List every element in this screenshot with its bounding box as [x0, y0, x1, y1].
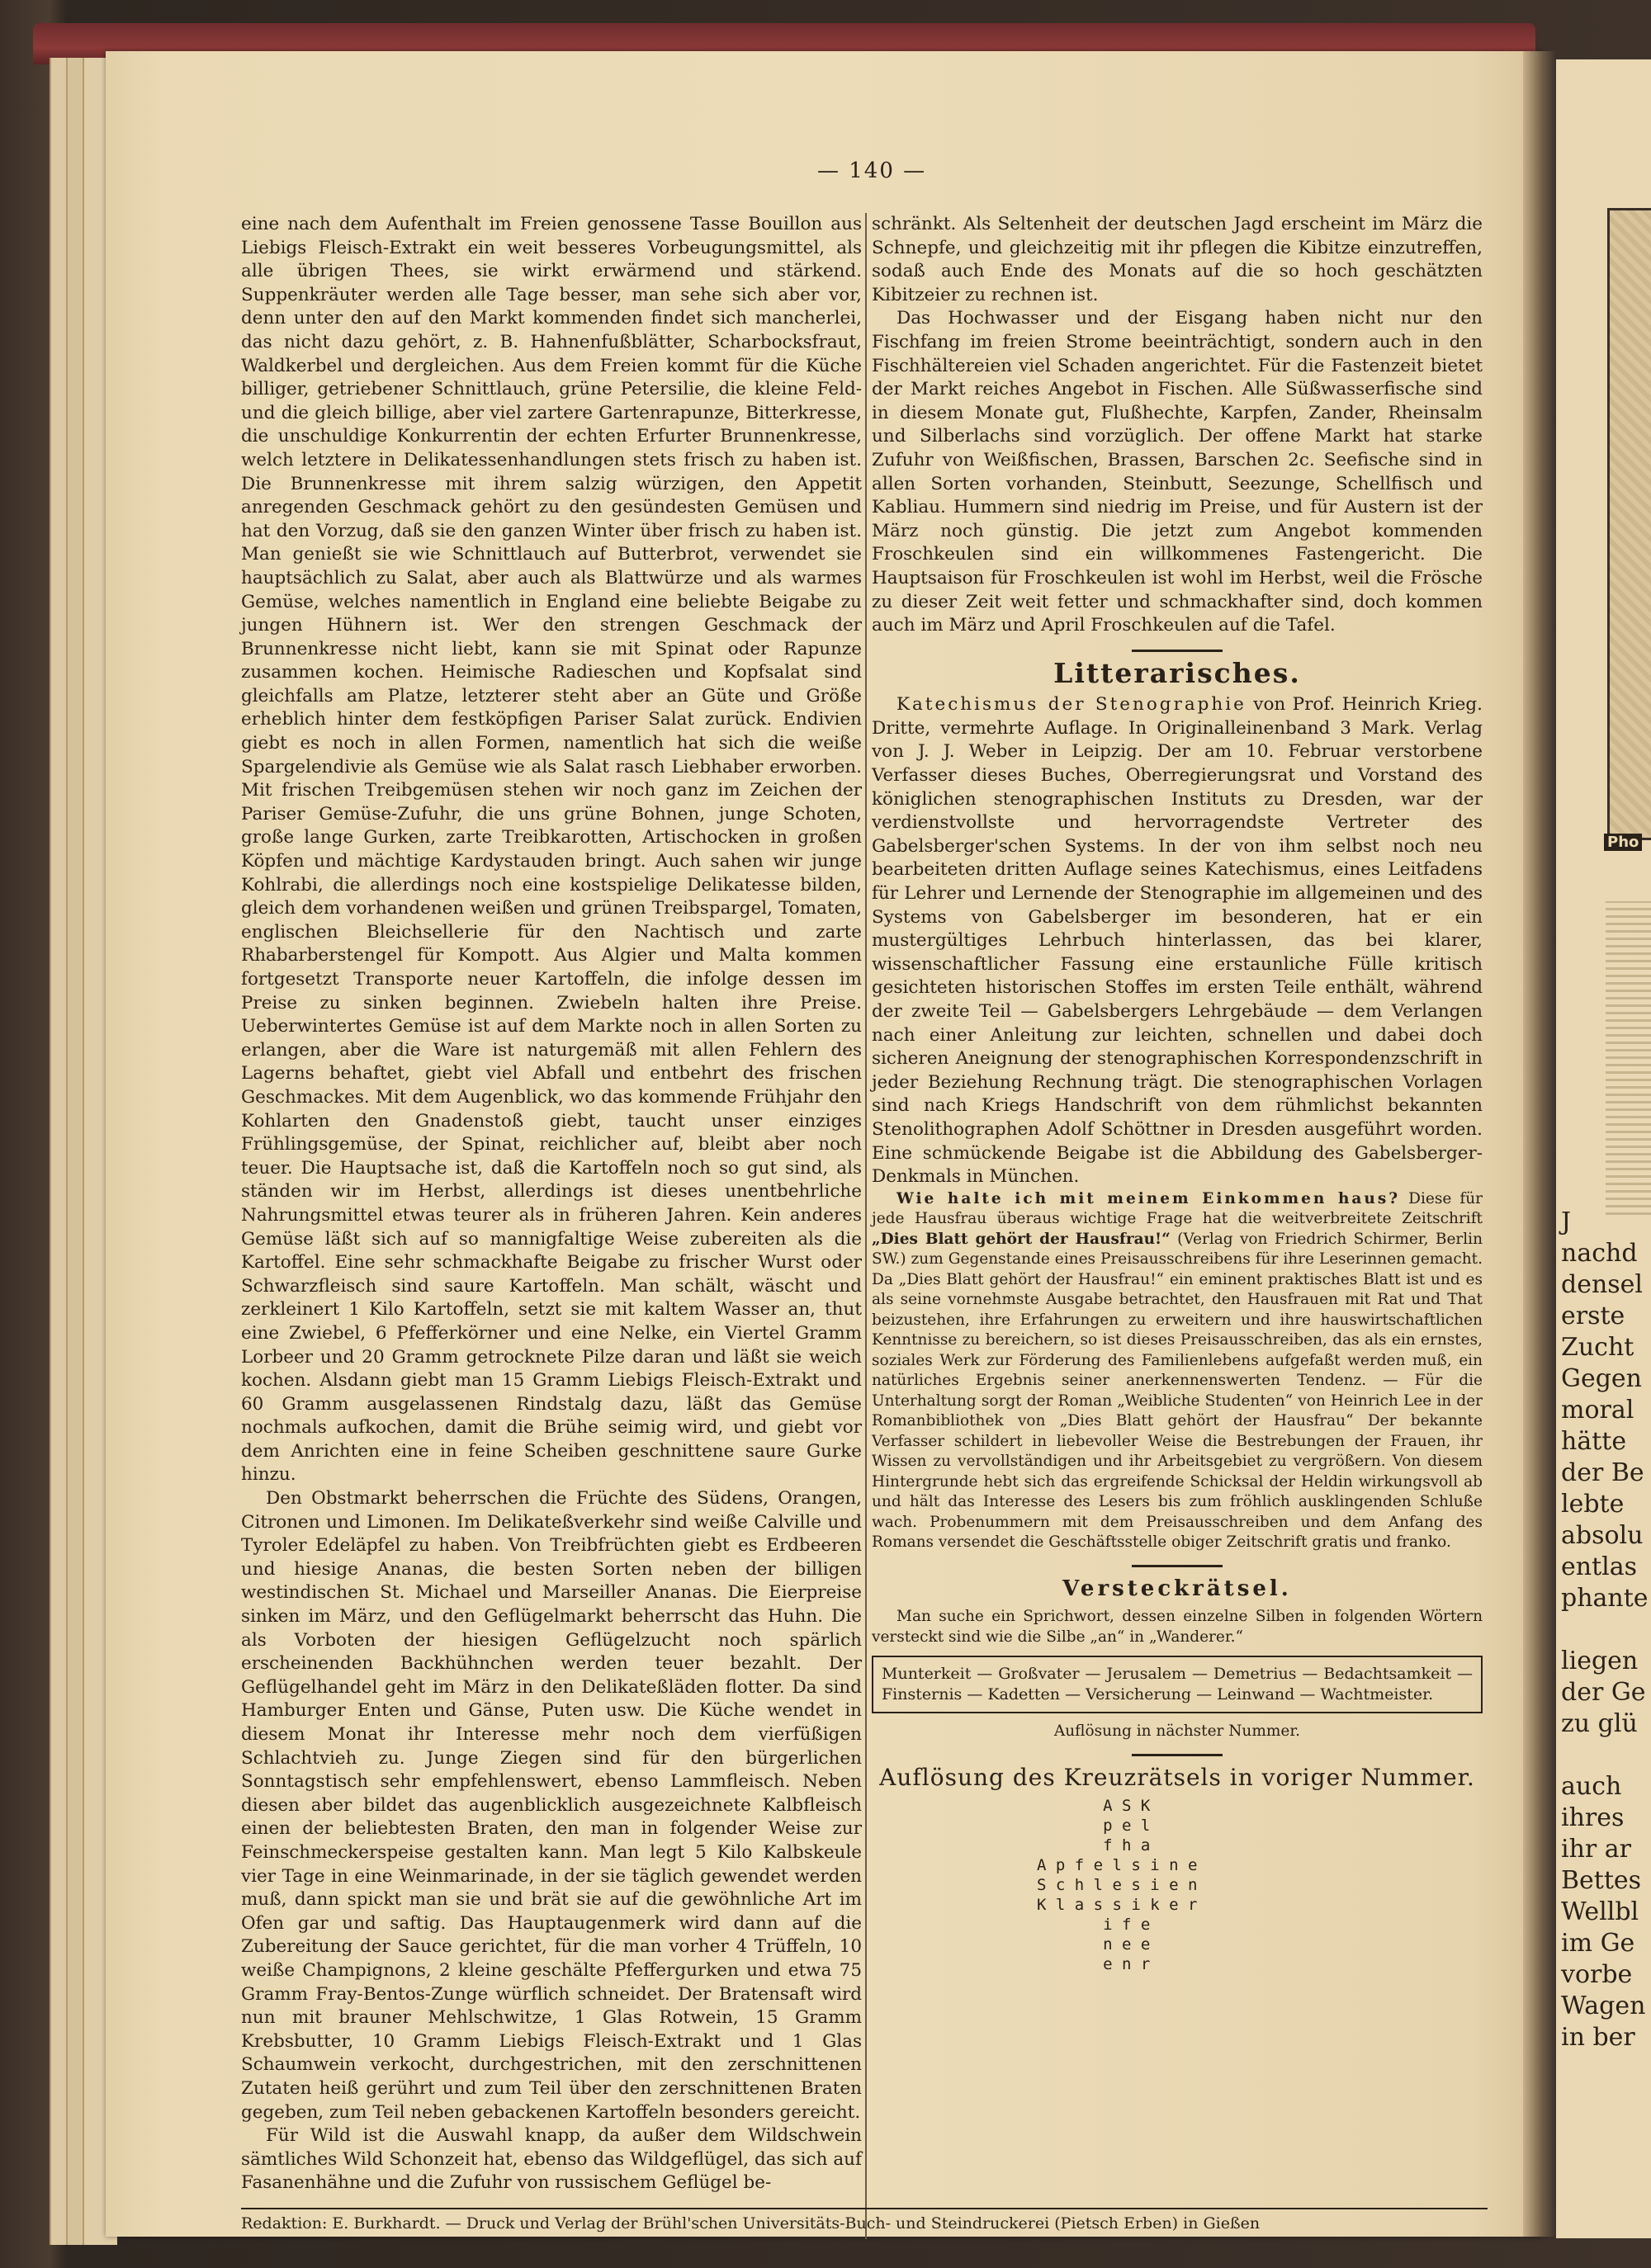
illustration-fragment — [1607, 208, 1651, 840]
next-page-line: Wellbl — [1561, 1897, 1639, 1926]
next-page-line: Bettes — [1561, 1866, 1642, 1895]
imprint-footer: Redaktion: E. Burkhardt. — Druck und Verlag der Brühl'schen Universitäts-Buch- und Steindruckerei (Pietsch Erben) in Gießen — [241, 2208, 1488, 2233]
next-page-line: im Ge — [1561, 1929, 1635, 1958]
next-page-line: der Ge — [1561, 1678, 1646, 1707]
paragraph: Das Hochwasser und der Eisgang haben nicht nur den Fischfang im freien Strome beeinträchtigt, sondern auch in den Fischhältereien viel Schaden angerichtet. Für die Fastenzeit bietet der Markt reiches Angebot in Fischen. Alle Süßwasserfische sind in diesem Monate gut, Flußhechte, Karpfen, Zander, Rheinsalm und Silberlachs sind vorzüglich. Der offene Markt hat starke Zufuhr von Weißfischen, Brassen, Barschen 2c. Seefische sind in allen Sorten vorhanden, Steinbutt, Seezunge, Schellfisch und Kabliau. Hummern sind niedrig im Preise, und für Austern ist der März noch günstig. Die jetzt zum Angebot kommenden Froschkeulen sind ein willkommenes Fastengericht. Die Hauptsaison für Froschkeulen ist wohl im Herbst, weil die Frösche zu dieser Zeit weit fetter und schmackhafter sind, doch kommen auch im März und April Froschkeulen auf die Tafel. — [872, 308, 1483, 636]
grid-row: A S K — [1037, 1797, 1151, 1816]
next-page-line: erste — [1561, 1302, 1625, 1330]
left-column — [241, 213, 862, 2195]
next-page-line: in ber — [1561, 2023, 1635, 2052]
next-page-line: nachd — [1561, 1239, 1638, 1268]
paragraph: eine nach dem Aufenthalt im Freien genossene Tasse Bouillon aus Liebigs Fleisch-Extrakt ein weit besseres Vorbeugungsmittel, als alle übrigen Thees, sie wirkt erwärmend und stärkend. Suppenkräuter werden alle Tage besser, man sehe sich aber vor, denn unter den auf den Markt kommenden findet sich mancherlei, das nicht dazu gehört, z. B. Hahnenfußblätter, Scharbocksfraut, Waldkerbel und dergleichen. Aus dem Freien kommt für die Küche billiger, getriebener Schnittlauch, grüne Petersilie, die kleine Feld- und die gleich billige, aber viel zartere Gartenrapunze, Bitterkresse, die unschuldige Konkurrentin der echten Erfurter Brunnenkresse, welch letztere in Delikatessenhandlungen stets frisch zu haben ist. Die Brunnenkresse mit ihrem salzig würzigen, den Appetit anregenden Geschmack gehört zu den gesündesten Gemüsen und hat den Vorzug, daß sie den ganzen Winter über frisch zu haben ist. Man genießt sie wie Schnittlauch auf Butterbrot, verwendet sie hauptsächlich zu Salat, aber auch als Blattwürze und als warmes Gemüse, welches namentlich in England eine beliebte Beigabe zu jungen Hühnern ist. Wer den strengen Geschmack der Brunnenkresse nicht liebt, kann sie mit Spinat oder Rapunze zusammen kochen. Heimische Radieschen und Kopfsalat sind gleichfalls am Platze, letzterer steht aber an Güte und Größe erheblich hinter dem festköpfigen Pariser Salat zurück. Endivien giebt es noch in allen Formen, namentlich hat sich die weiße Spargelendivie als Gemüse wie als Salat rasch Liebhaber erworben. Mit frischen Treibgemüsen stehen wir noch ganz im Zeichen der Pariser Gemüse-Zufuhr, die uns grüne Bohnen, junge Schoten, große lange Gurken, zarte Treibkarotten, Artischocken in großen Köpfen und mächtige Kardystauden bringt. Auch sahen wir junge Kohlrabi, die allerdings noch eine kostspielige Delikatesse bilden, gleich dem vorhandenen weißen und grünen Treibspargel, Tomaten, englischen Bleichsellerie für den Nachtisch und zarte Rhabarberstengel für Kompott. Aus Algier und Malta kommen fortgesetzt Transporte neuer Kartoffeln, die infolge dessen im Preise zu sinken beginnen. Zwiebeln halten ihre Preise. Ueberwintertes Gemüse ist auf dem Markte noch in allen Sorten zu erlangen, aber die Ware ist naturgemäß mit allen Fehlern des Lagerns behaftet, giebt viel Abfall und entbehrt des frischen Geschmackes. Mit dem Augenblick, wo das kommende Frühjahr den Kohlarten den Gnadenstoß giebt, taucht unser einziges Frühlingsgemüse, der Spinat, reichlicher auf, bleibt aber noch teuer. Die Hauptsache ist, daß die Kartoffeln noch so gut sind, als ständen wir im Herbst, allerdings ist dieses unentbehrliche Nahrungsmittel etwas teurer als in früheren Jahren. Kein anderes Gemüse läßt sich auf so mannigfaltige Weise zubereiten als die Kartoffel. Eine sehr schmackhafte Beigabe zu frischer Wurst oder Schwarzfleisch sind saure Kartoffeln. Man schält, wäscht und zerkleinert 1 Kilo Kartoffeln, setzt sie mit kaltem Wasser an, thut eine Zwiebel, 6 Pfefferkörner und eine Nelke, ein Viertel Gramm Lorbeer und 20 Gramm getrocknete Pilze daran und läßt sie weich kochen. Alsdann giebt man 15 Gramm Liebigs Fleisch-Extrakt und 60 Gramm ausgelassenen Rindstalg dazu, läßt das Gemüse nochmals aufkochen, damit die Brühe seimig wird, und giebt vor dem Anrichten eine in feine Scheiben geschnittene saure Gurke hinzu. — [241, 214, 862, 1486]
review-paragraph — [872, 693, 1483, 1188]
page-number: — 140 — — [817, 158, 927, 183]
book-gutter — [1523, 51, 1556, 2237]
next-page-line: Wagen — [1561, 1992, 1646, 2020]
next-page-line: moral — [1561, 1396, 1634, 1425]
puzzle-word-box: Munterkeit — Großvater — Jerusalem — Demetrius — Bedachtsamkeit — Finsternis — Kadetten — Versicherung — Leinwand — Wachtmeister. — [872, 1656, 1483, 1713]
next-page-line: Gegen — [1561, 1364, 1642, 1393]
grid-row: A p f e l s i n e — [1037, 1856, 1198, 1875]
paragraph: Für Wild ist die Auswahl knapp, da außer dem Wildschwein sämtliches Wild Schonzeit hat, ebenso das Wildgeflügel, das sich auf Fasanenhähne und die Zufuhr von russischem Geflügel be- — [241, 2125, 862, 2194]
separator — [1132, 650, 1223, 652]
magazine-title: „Dies Blatt gehört der Hausfrau!“ — [872, 1230, 1171, 1248]
separator — [1132, 1565, 1223, 1567]
review-text: (Verlag von Friedrich Schirmer, Berlin SW.) zum Gegenstande eines Preisausschreibens für ihre Leserinnen gemacht. Da „Dies Blatt gehört der Hausfrau!“ ein eminent praktisches Blatt ist und es als seine vornehmste Ausgabe betrachtet, den Hausfrauen mit Rat und That beizustehen, ihre Erfahrungen zu erweitern und ihre hauswirtschaftlichen Kenntnisse zu bereichern, so ist dieses Preisausschreiben, das als ein ernstes, soziales Werk zur Förderung des Familienlebens aufgefaßt werden muß, ein natürliches Ergebnis seiner anerkennenswerten Tendenz. — Für die Unterhaltung sorgt der Roman „Weibliche Studenten“ von Heinrich Lee in der Romanbibliothek von „Dies Blatt gehört der Hausfrau“ Der bekannte Verfasser schildert in liebevoller Weise die Bestrebungen der Frauen, ihr Wissen zu vervollständigen und ihr Arbeitsgebiet zu vergrößern. Von diesem Hintergrunde hebt sich das ergreifende Schicksal der Heldin wirkungsvoll ab und hält das Interesse des Lesers bis zum fröhlich ausklingenden Schluße wach. Probenummern mit dem Preisausschreiben und dem Anfang des Romans versendet die Geschäftsstelle obiger Zeitschrift gratis und franko. — [872, 1230, 1483, 1552]
next-page-line: ihres — [1561, 1803, 1625, 1832]
next-page-line — [1561, 1740, 1649, 1771]
section-heading-literature: Litterarisches. — [1053, 656, 1301, 689]
section-heading-puzzle: Versteckrätsel. — [1062, 1576, 1292, 1601]
grid-row: i f e — [1037, 1916, 1151, 1935]
next-page-line: ihr ar — [1561, 1835, 1632, 1864]
ornament-fragment — [1606, 901, 1651, 1215]
next-page-line: densel — [1561, 1270, 1644, 1299]
next-page-line: vorbe — [1561, 1960, 1633, 1989]
grid-row: p e l — [1037, 1817, 1151, 1836]
right-column — [872, 213, 1483, 1974]
next-page-line: entlas — [1561, 1552, 1638, 1581]
review-text: Diese für jede Hausfrau überaus wichtige Frage hat die weitverbreitete Zeitschrift — [872, 1189, 1483, 1228]
puzzle-note: Auflösung in nächster Nummer. — [1053, 1722, 1301, 1741]
crossword-solution-grid — [1037, 1796, 1483, 1974]
book-title: Katechismus der Stenographie — [896, 694, 1247, 716]
next-page-line: auch — [1561, 1772, 1622, 1801]
grid-row: K l a s s i k e r — [1037, 1896, 1198, 1915]
paragraph: Den Obstmarkt beherrschen die Früchte des Südens, Orangen, Citronen und Limonen. Im Delikateßverkehr sind weiße Calville und Tyroler Edeläpfel zu haben. Von Treibfrüchten giebt es Erdbeeren und hiesige Ananas, die besten Sorten neben der billigen westindischen St. Michael und Marseiller Ananas. Die Eierpreise sinken im März, und den Geflügelmarkt beherrscht das Huhn. Die als Vorboten der hiesigen Geflügelzucht noch spärlich erscheinenden Backhühnchen werden teuer bezahlt. Der Geflügelhandel geht im März in den Delikateßläden flotter. Da sind Hamburger Enten und Gänse, Puten usw. Die Küche wendet in diesem Monat ihr Interesse mehr noch dem vierfüßigen Schlachtvieh zu. Junge Ziegen sind für den bürgerlichen Sonntagstisch sehr empfehlenswert, ebenso Lammfleisch. Neben diesen aber bildet das augenblicklich ausgezeichnete Kalbfleisch einen der beliebtesten Braten, den man in folgender Weise zur Feinschmeckerspeise gestalten kann. Man legt 5 Kilo Kalbskeule vier Tage in eine Weinmarinade, in der sie täglich gewendet werden muß, dann spickt man sie und brät sie auf die gewöhnliche Art im Ofen gar und saftig. Das Hauptaugenmerk wird dann auf die Zubereitung der Sauce gerichtet, für die man vorher 4 Trüffeln, 10 weiße Champignons, 2 kleine geschälte Pfeffergurken und etwa 75 Gramm Fray-Bentos-Zunge würflich schneidet. Der Bratensaft wird nun mit brauner Mehlschwitze, 1 Glas Rotwein, 15 Gramm Krebsbutter, 10 Gramm Liebigs Fleisch-Extrakt und 1 Glas Schaumwein verkocht, durchgestrichen, mit den zerschnittenen Zutaten heiß gerührt und zum Teil über den zerschnittenen Braten gegeben, zum Teil neben gebackenen Kartoffeln besonders gereicht. — [241, 1488, 862, 2123]
review-heading: Wie halte ich mit meinem Einkommen haus? — [896, 1189, 1401, 1207]
grid-row: f h a — [1037, 1836, 1151, 1855]
illustration-caption: Pho — [1604, 834, 1642, 851]
next-page-line: lebte — [1561, 1490, 1625, 1519]
next-page-line — [1561, 1614, 1649, 1646]
next-page-line: Zucht — [1561, 1333, 1634, 1362]
next-page-line: zu glü — [1561, 1709, 1638, 1738]
next-page-line: der Be — [1561, 1458, 1644, 1487]
grid-row: S c h l e s i e n — [1037, 1876, 1198, 1895]
next-page-fragment — [1556, 59, 1651, 2238]
next-page-line: hätte — [1561, 1427, 1627, 1456]
next-page-line: phante — [1561, 1584, 1649, 1613]
paragraph: schränkt. Als Seltenheit der deutschen Jagd erscheint im März die Schnepfe, und gleichzeitig mit ihr pflegen die Kibitze einzutreffen, sodaß auch Ende des Monats auf die so hoch geschätzten Kibitzeier zu rechnen ist. — [872, 214, 1483, 305]
next-page-line: absolu — [1561, 1521, 1644, 1550]
grid-row: n e e — [1037, 1935, 1151, 1954]
separator — [1132, 1754, 1223, 1756]
column-rule — [865, 213, 867, 2239]
solution-heading: Auflösung des Kreuzrätsels in voriger Nummer. — [879, 1763, 1475, 1791]
review-text: von Prof. Heinrich Krieg. Dritte, vermehrte Auflage. In Originalleinenband 3 Mark. Verlag von J. J. Weber in Leipzig. Der am 10. Februar verstorbene Verfasser dieses Buches, Oberregierungsrat und Vorstand des königlichen stenographischen Instituts zu Dresden, war der verdienstvollste und hervorragendste Vertreter des Gabelsberger'schen Systems. In der von ihm selbst noch neu bearbeiteten dritten Auflage seines Katechismus, eines Leitfadens für Lehrer und Lernende der Stenographie im allgemeinen und des Systems von Gabelsberger im besonderen, hat er ein mustergültiges Lehrbuch hinterlassen, das bei klarer, wissenschaftlicher Fassung eine erstaunliche Fülle kritisch gesichteten historischen Stoffes im ersten Teile enthält, während der zweite Teil — Gabelsbergers Lehrgebäude — dem Verlangen nach einer Anleitung zur leichten, schnellen und dabei doch sicheren Aneignung der stenographischen Korrespondenzschrift in jeder Beziehung Rechnung trägt. Die stenographischen Vorlagen sind nach Kriegs Handschrift von dem rühmlichst bekannten Stenolithographen Adolf Schöttner in Dresden ausgeführt worden. Eine schmückende Beigabe ist die Abbildung des Gabelsberger-Denkmals in München. — [872, 694, 1483, 1188]
puzzle-instruction: Man suche ein Sprichwort, dessen einzelne Silben in folgenden Wörtern versteckt sind wie die Silbe „an“ in „Wanderer.“ — [872, 1608, 1483, 1646]
next-page-text — [1561, 1207, 1649, 2053]
grid-row: e n r — [1037, 1955, 1151, 1974]
next-page-line: J — [1561, 1207, 1572, 1236]
review-paragraph-2 — [872, 1189, 1483, 1553]
next-page-line: liegen — [1561, 1647, 1639, 1675]
